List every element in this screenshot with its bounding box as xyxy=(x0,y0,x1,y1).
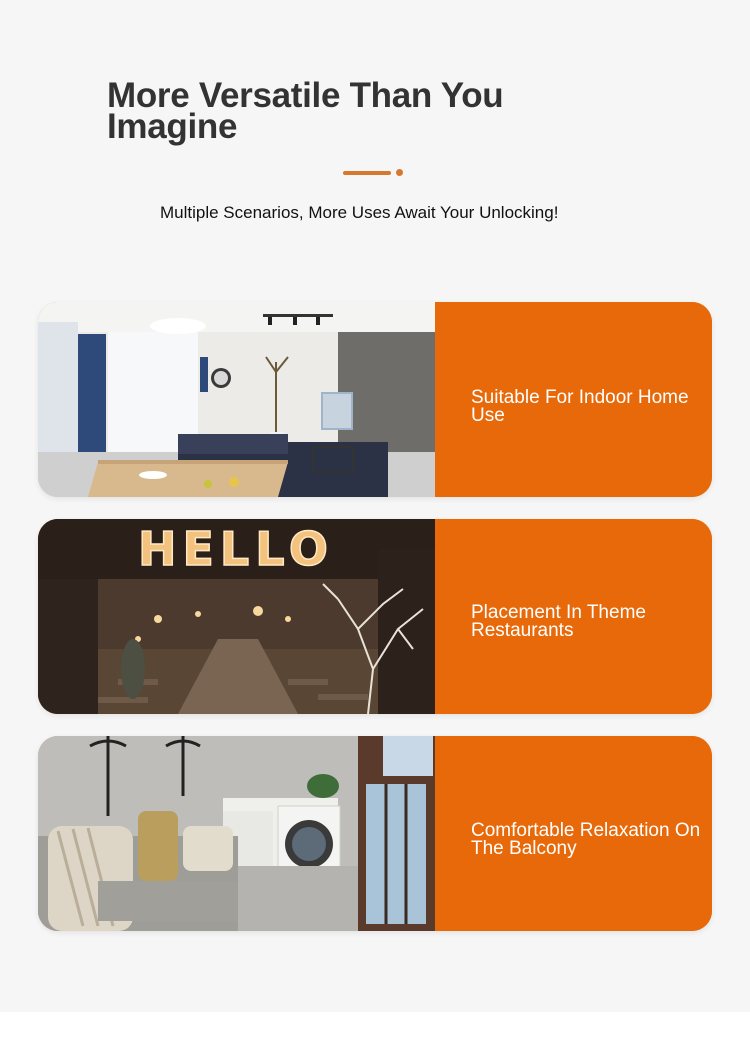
restaurant-sign-text: HELLO xyxy=(137,522,335,576)
divider-bar xyxy=(343,171,391,175)
scenario-card-restaurant xyxy=(38,519,712,714)
accent-divider xyxy=(343,169,405,177)
page-title: More Versatile Than You Imagine xyxy=(107,76,504,146)
bottom-band xyxy=(0,1012,750,1047)
scenario-panel xyxy=(435,736,712,931)
balcony-photo xyxy=(38,736,435,931)
scenario-card-home xyxy=(38,302,712,497)
scenario-label: Suitable For Indoor Home Use xyxy=(471,387,689,426)
scenario-label: Placement In Theme Restaurants xyxy=(471,602,646,641)
scenario-panel xyxy=(435,519,712,714)
scenario-panel xyxy=(435,302,712,497)
scenario-label: Comfortable Relaxation On The Balcony xyxy=(471,820,701,859)
living-room-photo xyxy=(38,302,435,497)
restaurant-photo xyxy=(38,519,435,714)
divider-dot xyxy=(396,169,403,176)
scenario-card-balcony xyxy=(38,736,712,931)
page-subtitle: Multiple Scenarios, More Uses Await Your Unlocking! xyxy=(160,203,559,222)
